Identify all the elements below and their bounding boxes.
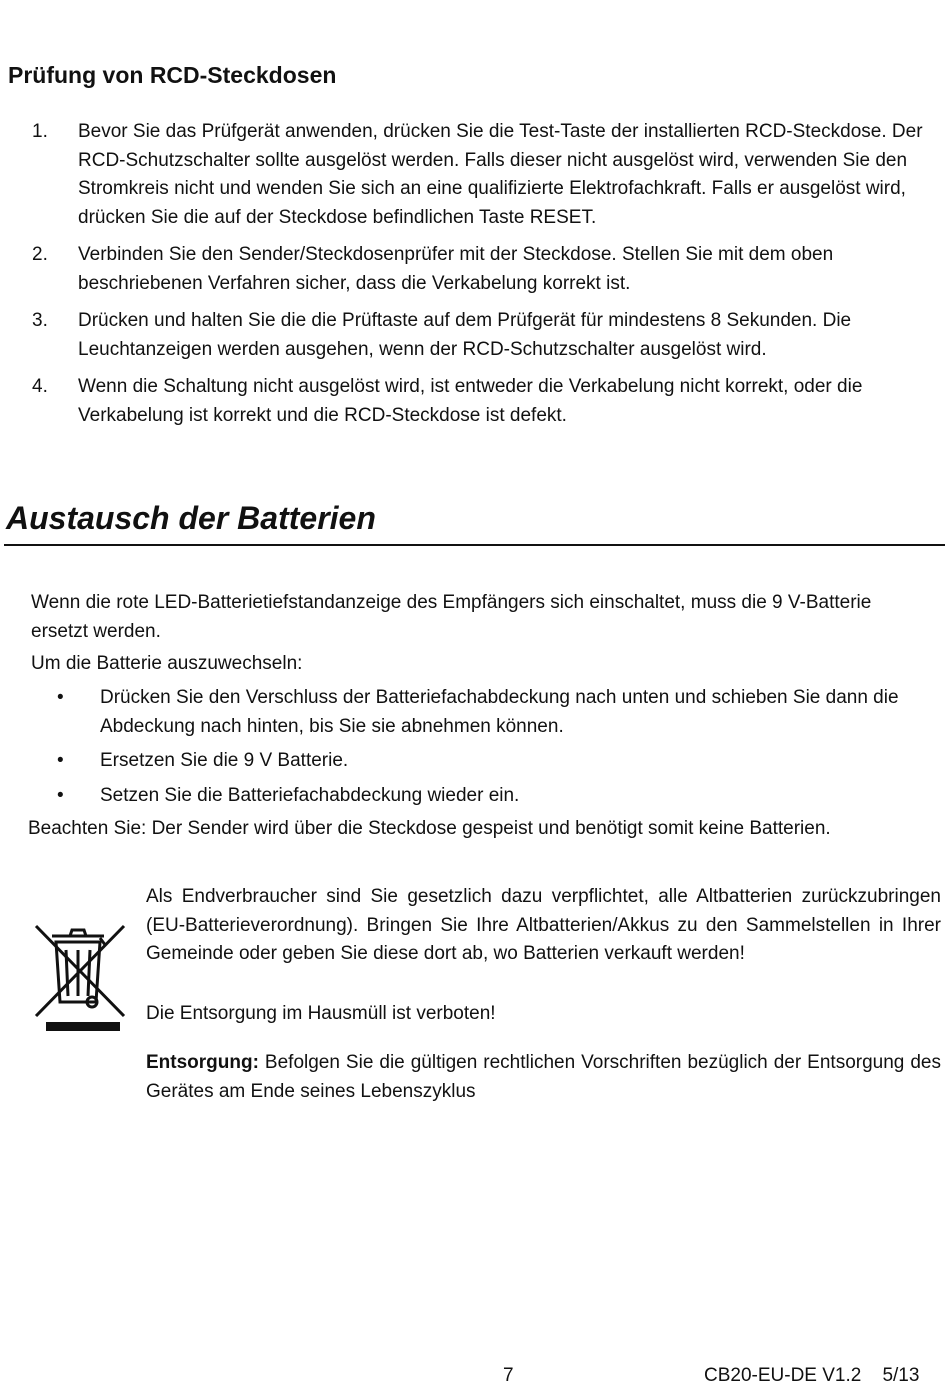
list-item (32, 118, 937, 232)
page-number: 7 (503, 1365, 514, 1386)
disposal-instructions (146, 1049, 941, 1106)
step-text: Ersetzen Sie die 9 V Batterie. (100, 750, 349, 771)
rcd-steps-list (32, 118, 937, 439)
bullet: • (57, 784, 64, 806)
step-number: 3. (32, 310, 48, 331)
step-text: Drücken und halten Sie die die Prüftaste auf dem Prüfgerät für mindestens 8 Sekunden. Die Leuchtanzeigen werden ausgehen, wenn der RCD-Schutzschalter ausgelöst wird. (78, 310, 852, 360)
list-item (52, 782, 922, 811)
step-text: Setzen Sie die Batteriefachabdeckung wieder ein. (100, 784, 520, 806)
disposal-warning: Die Entsorgung im Hausmüll ist verboten! (146, 1003, 496, 1024)
heading-divider (4, 544, 945, 546)
disposal-instructions-text: Befolgen Sie die gültigen rechtlichen Vorschriften bezüglich der Entsorgung des Gerätes am Ende seines Lebenszyklus (146, 1052, 941, 1102)
disposal-paragraph: Als Endverbraucher sind Sie gesetzlich dazu verpflichtet, alle Altbatterien zurückzubringen (EU-Batterieverordnung). Bringen Sie Ihre Altbatterien/Akkus zu den Sammelstellen in Ihrer Gemeinde oder geben Sie diese dort ab, wo Batterien verkauft werden! (146, 886, 941, 964)
battery-steps-list (52, 684, 922, 816)
list-item (32, 373, 937, 430)
step-text: Drücken Sie den Verschluss der Batteriefachabdeckung nach unten und schieben Sie dann die Abdeckung nach hinten, bis Sie sie abnehmen können. (100, 687, 899, 737)
bullet: • (57, 750, 64, 771)
list-item (52, 684, 922, 741)
rcd-section-heading: Prüfung von RCD-Steckdosen (8, 62, 337, 88)
step-number: 2. (32, 244, 48, 265)
step-text: Wenn die Schaltung nicht ausgelöst wird, ist entweder die Verkabelung nicht korrekt, oder die Verkabelung ist korrekt und die RCD-Steckdose ist defekt. (78, 376, 863, 426)
list-item (52, 747, 922, 776)
document-reference: CB20-EU-DE V1.2 5/13 (704, 1365, 920, 1386)
disposal-label: Entsorgung: (146, 1052, 259, 1073)
battery-section-heading: Austausch der Batterien (6, 500, 376, 536)
list-item (32, 307, 937, 364)
battery-howto-text: Um die Batterie auszuwechseln: (31, 653, 303, 674)
step-number: 1. (32, 121, 48, 142)
step-text: Bevor Sie das Prüfgerät anwenden, drücken Sie die Test-Taste der installierten RCD-Steckdose. Der RCD-Schutzschalter sollte ausgelöst werden. Falls dieser nicht ausgelöst wird, verwenden Sie den Stromkreis nicht und wenden Sie sich an eine qualifizierte Elektrofachkraft. Falls er ausgelöst wird, drücken Sie die auf der Steckdose befindlichen Taste RESET. (78, 121, 923, 228)
bullet: • (57, 687, 64, 708)
step-number: 4. (32, 376, 48, 397)
battery-intro-text: Wenn die rote LED-Batterietiefstandanzeige des Empfängers sich einschaltet, muss die 9 V-Batterie ersetzt werden. (31, 592, 872, 642)
crossed-out-wheelie-bin-icon (30, 920, 130, 1035)
list-item (32, 241, 937, 298)
step-text: Verbinden Sie den Sender/Steckdosenprüfer mit der Steckdose. Stellen Sie mit dem oben beschriebenen Verfahren sicher, dass die Verkabelung korrekt ist. (78, 244, 834, 294)
battery-note-text: Beachten Sie: Der Sender wird über die Steckdose gespeist und benötigt somit keine Batterien. (28, 818, 831, 839)
